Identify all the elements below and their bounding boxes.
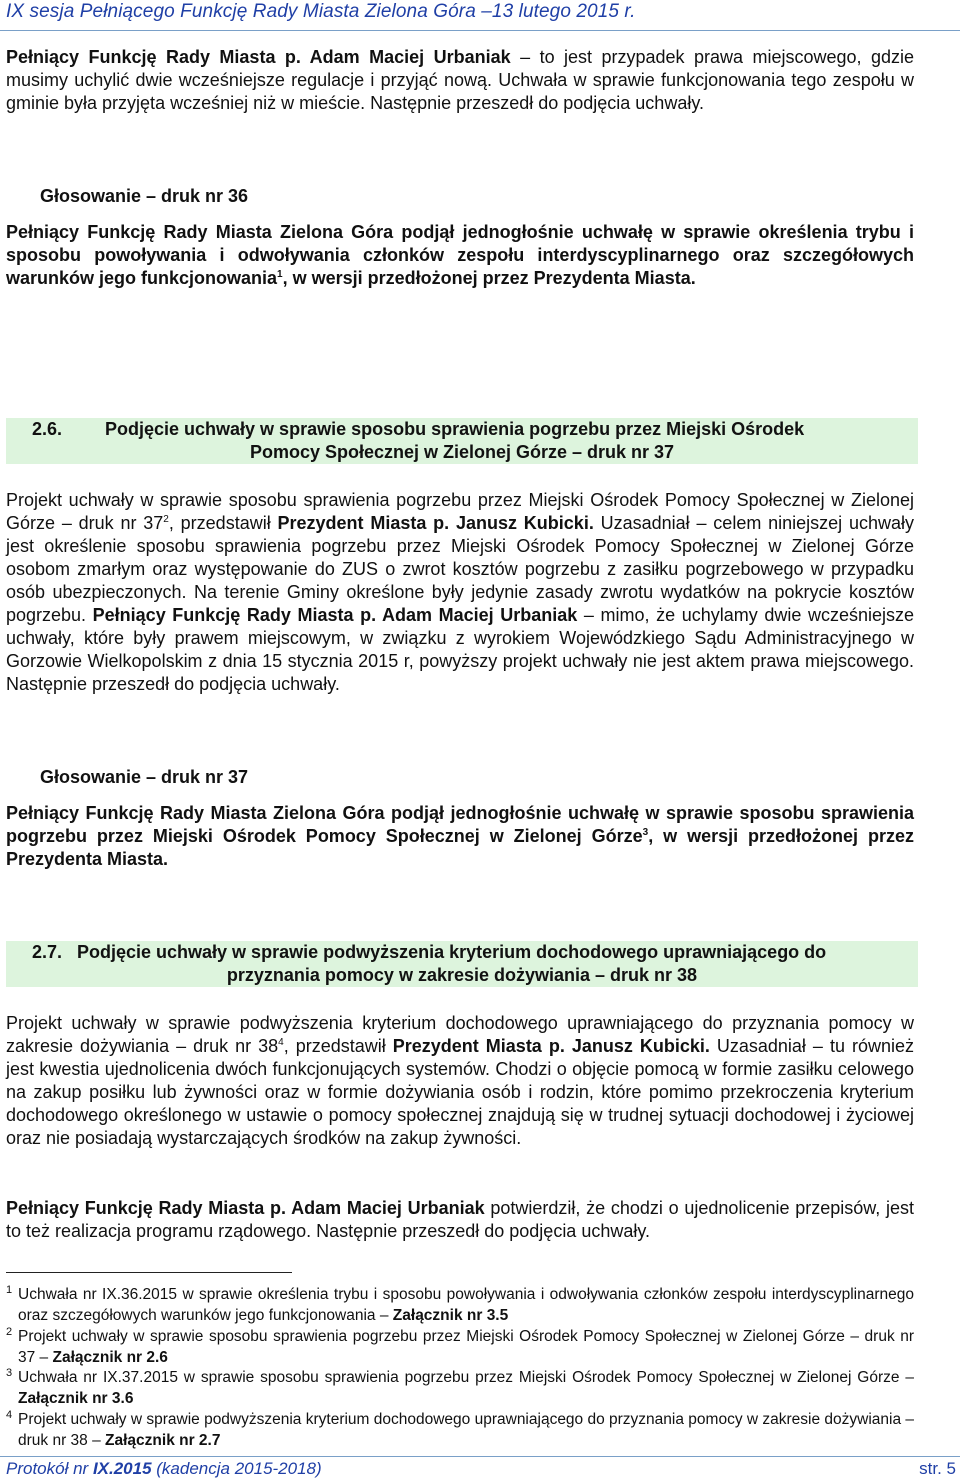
paragraph-item-2-6: [6, 489, 914, 696]
paragraph-text: , przedstawił: [283, 1036, 393, 1056]
page-number: str. 5: [919, 1459, 956, 1478]
vote-result-text: Pełniący Funkcję Rady Miasta Zielona Góra podjął jednogłośnie uchwałę w sprawie określenia trybu i sposobu powoływania i odwoływania członków zespołu interdyscyplinarnego oraz szczegółowych warunków jego funkcjonowania: [6, 222, 914, 288]
vote-result-37: [6, 802, 914, 871]
footnote-body: Projekt uchwały w sprawie sposobu sprawienia pogrzebu przez Miejski Ośrodek Pomocy Społecznej w Zielonej Górze – druk nr 37 –: [18, 1328, 914, 1366]
page-header: [0, 0, 960, 31]
paragraph-confirmation: [6, 1197, 914, 1243]
agenda-title-line1: Podjęcie uchwały w sprawie podwyższenia kryterium dochodowego uprawniającego do: [77, 942, 827, 962]
footnote-mark: 4: [6, 1409, 13, 1421]
paragraph-text: Uzasadniał – celem niniejszej uchwały jest określenie sposobu sprawienia pogrzebu przez Miejski Ośrodek Pomocy Społecznej w Zielonej Górze osobom zmarłym oraz występowanie do ZUS o zwrot kosztów pogrzebu z zasiłku pogrzebowego w przypadku osób ubezpieczonych. Na terenie Gminy określone były jedynie zasady zwrotu wydatków na pokrycie kosztów pogrzebu.: [6, 513, 914, 625]
footnote-separator: [6, 1272, 292, 1273]
footnote-ref-4[interactable]: 4: [278, 1037, 284, 1048]
agenda-item-2-7: [6, 941, 918, 987]
speaker-name: Pełniący Funkcję Rady Miasta p. Adam Maciej Urbaniak: [6, 47, 511, 67]
vote-result-text: , w wersji przedłożonej przez Prezydenta Miasta.: [6, 826, 914, 869]
footnote-mark: 1: [6, 1284, 13, 1296]
footnote-3: [6, 1368, 914, 1409]
footnote-mark: 3: [6, 1367, 13, 1379]
agenda-number: 2.6.: [32, 419, 63, 439]
footnote-ref-1[interactable]: 1: [277, 269, 283, 280]
paragraph-text: – to jest przypadek prawa miejscowego, gdzie musimy uchylić dwie wcześniejsze regulacje i przyjąć nową. Uchwała w sprawie funkcjonowania tego zespołu w gminie była przyjęta wcześniej niż w mieście. Następnie przeszedł do podjęcia uchwały.: [6, 47, 914, 113]
attachment-ref: Załącznik nr 2.7: [105, 1431, 221, 1449]
presenter-name: Prezydent Miasta p. Janusz Kubicki.: [277, 513, 594, 533]
footnote-body: Uchwała nr IX.37.2015 w sprawie sposobu sprawienia pogrzebu przez Miejski Ośrodek Pomocy Społecznej w Zielonej Górze –: [18, 1369, 914, 1386]
speaker-name: Pełniący Funkcję Rady Miasta p. Adam Maciej Urbaniak: [92, 605, 578, 625]
footnote-body: Projekt uchwały w sprawie podwyższenia kryterium dochodowego uprawniającego do przyznania pomocy w zakresie dożywiania – druk nr 38 –: [18, 1411, 915, 1449]
vote-result-text: Pełniący Funkcję Rady Miasta Zielona Góra podjął jednogłośnie uchwałę w sprawie sposobu sprawienia pogrzebu przez Miejski Ośrodek Pomocy Społecznej w Zielonej Górze: [6, 803, 914, 846]
presenter-name: Prezydent Miasta p. Janusz Kubicki.: [392, 1036, 710, 1056]
speaker-name: Pełniący Funkcję Rady Miasta p. Adam Maciej Urbaniak: [6, 1198, 485, 1218]
protocol-term: (kadencja 2015-2018): [151, 1459, 322, 1478]
agenda-number: 2.7.: [32, 942, 63, 962]
agenda-item-2-6: [6, 418, 918, 464]
footnote-4: [6, 1410, 914, 1451]
paragraph-intro: [6, 46, 914, 115]
footnote-2: [6, 1327, 914, 1368]
footnote-text: [18, 1327, 914, 1368]
footnote-text: [18, 1368, 914, 1409]
attachment-ref: Załącznik nr 3.5: [392, 1306, 509, 1324]
protocol-label: [6, 1459, 322, 1479]
page-footer: [0, 1456, 960, 1481]
paragraph-text: Projekt uchwały w sprawie podwyższenia kryterium dochodowego uprawniającego do przyznania pomocy w zakresie dożywiania – druk nr 38: [6, 1013, 914, 1056]
attachment-ref: Załącznik nr 2.6: [52, 1348, 168, 1366]
agenda-title-line2: przyznania pomocy w zakresie dożywiania – druk nr 38: [226, 965, 698, 985]
protocol-number: IX.2015: [92, 1459, 152, 1478]
footnote-text: [18, 1410, 914, 1451]
footnote-mark: 2: [6, 1326, 13, 1338]
vote-heading-36: Głosowanie – druk nr 36: [40, 186, 249, 206]
header-title: IX sesja Pełniącego Funkcję Rady Miasta Zielona Góra –13 lutego 2015 r.: [6, 1, 636, 22]
paragraph-text: Uzasadniał – tu również jest kwestia ujednolicenia dwóch funkcjonujących systemów. Chodzi o objęcie pomocą w formie zasiłku celowego na zakup posiłku lub żywności oraz w formie dożywiania osób i rodzin, które pomimo przekroczenia kryterium dochodowego określonego w ustawie o pomocy społecznej znajdują się w trudnej sytuacji dochodowej i życiowej oraz nie posiadają wystarczających środków na zakup żywności.: [6, 1036, 914, 1148]
footnote-ref-2[interactable]: 2: [163, 514, 169, 525]
paragraph-text: potwierdził, że chodzi o ujednolicenie przepisów, jest to też realizacja programu rządowego. Następnie przeszedł do podjęcia uchwały.: [6, 1198, 914, 1241]
attachment-ref: Załącznik nr 3.6: [18, 1389, 134, 1407]
vote-result-text: , w wersji przedłożonej przez Prezydenta Miasta.: [282, 268, 696, 288]
agenda-title-line1: Podjęcie uchwały w sprawie sposobu sprawienia pogrzebu przez Miejski Ośrodek: [105, 419, 805, 439]
paragraph-text: – mimo, że uchylamy dwie wcześniejsze uchwały, które były prawem miejscowym, w związku z wyrokiem Wojewódzkiego Sądu Administracyjnego w Gorzowie Wielkopolskim z dnia 15 stycznia 2015 r, powyższy projekt uchwały nie jest aktem prawa miejscowego. Następnie przeszedł do podjęcia uchwały.: [6, 605, 914, 694]
paragraph-text: , przedstawił: [168, 513, 278, 533]
paragraph-text: Projekt uchwały w sprawie sposobu sprawienia pogrzebu przez Miejski Ośrodek Pomocy Społecznej w Zielonej Górze – druk nr 37: [6, 490, 914, 533]
footnote-1: [6, 1285, 914, 1326]
footnote-body: Uchwała nr IX.36.2015 w sprawie określenia trybu i sposobu powoływania i odwoływania członków zespołu interdyscyplinarnego oraz szczegółowych warunków jego funkcjonowania –: [18, 1286, 914, 1324]
footnote-text: [18, 1285, 914, 1326]
protocol-prefix: Protokół nr: [6, 1459, 93, 1478]
agenda-title-line2: Pomocy Społecznej w Zielonej Górze – druk nr 37: [249, 442, 675, 462]
paragraph-item-2-7: [6, 1012, 914, 1150]
vote-result-36: [6, 221, 914, 290]
footnote-ref-3[interactable]: 3: [642, 827, 649, 838]
vote-heading-37: Głosowanie – druk nr 37: [40, 767, 249, 787]
